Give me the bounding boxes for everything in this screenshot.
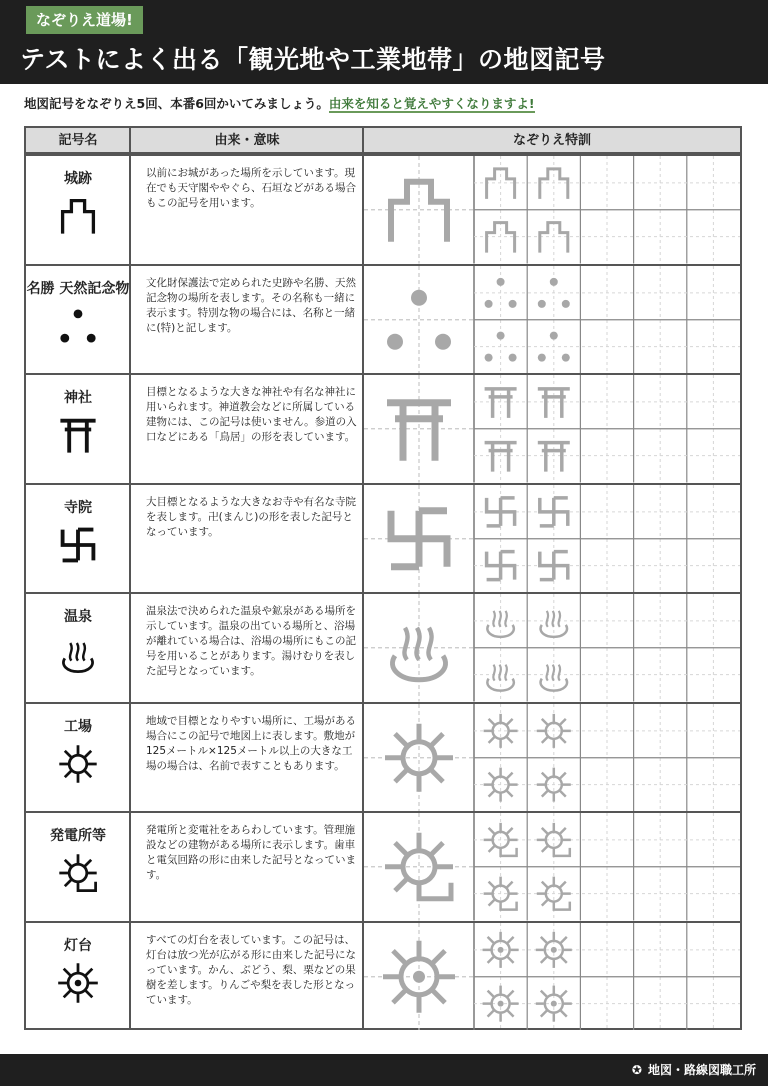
symbol-name: 灯台 [64,937,92,954]
symbol-name-cell [26,375,130,483]
page-title: テストによく出る「観光地や工業地帯」の地図記号 [20,45,606,74]
symbol-name: 発電所等 [50,828,106,844]
tracing-practice-area[interactable] [364,923,740,1031]
symbol-name-cell [26,156,130,264]
tracing-practice-area[interactable] [364,156,740,264]
trace-large-castle-ruins-icon [391,182,447,242]
table-row [26,154,740,264]
castle-ruins-icon [56,194,100,238]
brand [632,1054,756,1086]
lighthouse-icon [56,961,100,1005]
trace-small-temple-icon [540,551,568,579]
tracing-practice-area[interactable] [364,594,740,702]
hot-spring-icon [56,632,100,676]
trace-small-temple-icon [487,497,515,525]
symbol-name-cell [26,923,130,1031]
shrine-icon [56,413,100,457]
table-row [26,592,740,702]
trace-small-lighthouse-icon [483,931,519,967]
header-tracing-practice: なぞりえ特訓 [364,128,740,154]
page-footer [0,1054,768,1086]
brand-logo-icon: ✪ [631,1063,642,1077]
trace-large-temple-icon [391,510,447,566]
temple-icon [56,523,100,567]
symbol-description: 発電所と変電社をあらわしています。管理施設などの建物がある場所に表示します。歯車と電気回路の形に由来した記号となっています。 [146,824,356,881]
symbol-description: 以前にお城があった場所を示しています。現在でも天守閣ややぐら、石垣などがある場合もこの記号を用います。 [146,167,356,209]
trace-small-lighthouse-icon [483,985,519,1021]
practice-grid[interactable] [364,923,740,1031]
table-row [26,264,740,374]
table-row [26,702,740,812]
symbol-name: 名勝 天然記念物 [26,280,130,297]
trace-large-lighthouse-icon [383,940,455,1012]
trace-small-temple-icon [540,497,568,525]
trace-small-lighthouse-icon [536,985,572,1021]
tracing-practice-area[interactable] [364,266,740,374]
symbol-name: 工場 [64,718,92,735]
table-row [26,373,740,483]
symbol-description: 大目標となるような大きなお寺や有名な寺院を表します。卍(まんじ)の形を表した記号となっています。 [146,495,356,538]
tracing-practice-area[interactable] [364,485,740,593]
practice-grid[interactable] [364,266,740,374]
symbol-description: 温泉法で決められた温泉や鉱泉がある場所を示しています。温泉の出ている場所と、浴場が離れている場合は、浴場の場所にもこの記号を用いることがあります。湯けむりを表した記号となっています。 [146,605,356,677]
symbol-name-cell [26,813,130,921]
power-plant-icon [56,851,100,895]
symbol-name: 神社 [64,390,92,406]
symbol-table [24,126,742,1030]
scenic-spot-icon [56,304,100,348]
practice-grid[interactable] [364,594,740,702]
header-symbol-name: 記号名 [26,128,130,154]
symbol-description: 文化財保護法で定められた史跡や名勝、天然記念物の場所を表します。その名称も一緒に表示ます。特別な物の場合には、名称と一緒に(特)と記します。 [146,276,356,334]
instruction-highlight: 由来を知ると覚えやすくなりますよ! [328,96,535,111]
symbol-name: 温泉 [64,609,92,625]
brand-name: 地図・路線図職工所 [647,1063,756,1077]
practice-grid[interactable] [364,813,740,921]
symbol-name-cell [26,266,130,374]
header-origin-meaning: 由来・意味 [130,128,364,154]
symbol-name: 城跡 [64,171,92,187]
dojo-tag: なぞりえ道場! [26,6,143,34]
tracing-practice-area[interactable] [364,704,740,812]
trace-small-temple-icon [487,551,515,579]
page-header [0,0,768,84]
practice-grid[interactable] [364,485,740,593]
tracing-practice-area[interactable] [364,813,740,921]
trace-small-lighthouse-icon [536,931,572,967]
instruction-text [24,94,535,112]
factory-icon [56,742,100,786]
instruction-main: 地図記号をなぞりえ5回、本番6回かいてみましょう。 [24,96,329,111]
symbol-description: 目標となるような大きな神社や有名な神社に用いられます。神道教会などに所属している建物には、この記号は使いません。参道の入口などにある「鳥居」の形を表しています。 [146,386,357,443]
trace-large-factory-icon [385,723,453,791]
table-row [26,921,740,1031]
symbol-name: 寺院 [64,499,92,516]
table-row [26,483,740,593]
practice-grid[interactable] [364,375,740,483]
practice-grid[interactable] [364,156,740,264]
symbol-name-cell [26,485,130,593]
symbol-description: 地域で目標となりやすい場所に、工場がある場合にこの記号で地図上に表します。敷地が125メートル×125メートル以上の大きな工場の場合は、名前で表すこともあります。 [146,714,356,772]
symbol-description: すべての灯台を表しています。この記号は、灯台は放つ光が広がる形に由来した記号になっています。かん、ぶどう、梨、栗などの果樹を差します。りんごや梨を表した形となっています。 [146,933,356,1006]
tracing-practice-area[interactable] [364,375,740,483]
practice-grid[interactable] [364,704,740,812]
table-row [26,811,740,921]
symbol-name-cell [26,704,130,812]
symbol-name-cell [26,594,130,702]
